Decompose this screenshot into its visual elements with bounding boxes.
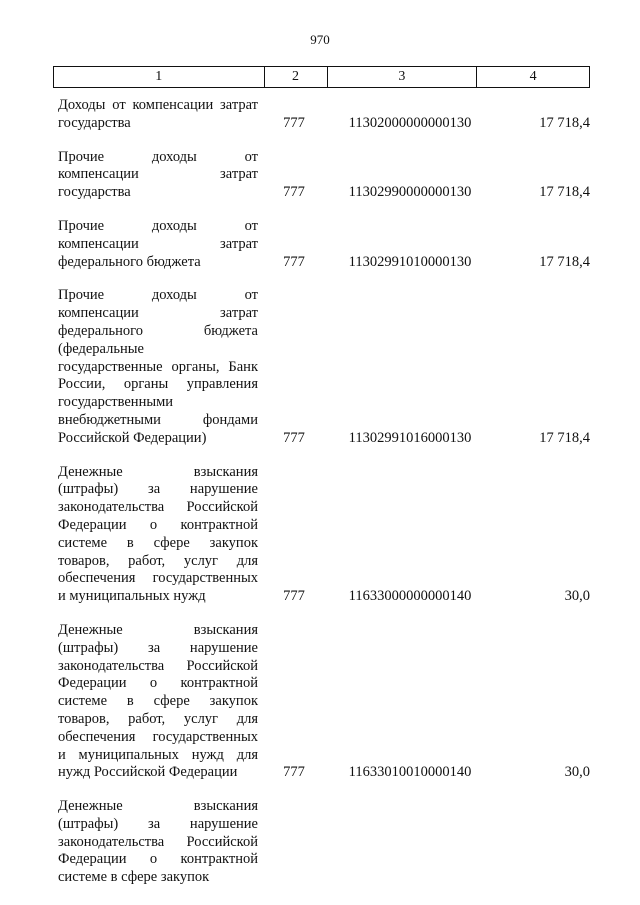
table-row [58, 149, 590, 202]
row-name-line: обеспечения государственных [58, 570, 258, 587]
row-budget-code: 11302991016000130 [348, 429, 472, 446]
row-name-line: Федерации о контрактной [58, 516, 258, 533]
row-amount: 17 718,4 [539, 184, 590, 201]
row-name-line: (штрафы) за нарушение [58, 815, 258, 832]
row-name [58, 218, 258, 271]
row-name-line: Доходы от компенсации затрат [58, 97, 258, 113]
row-name-line: Денежные взыскания [58, 621, 258, 638]
row-name-line: федерального бюджета [58, 322, 258, 339]
row-name-line: внебюджетными фондами [58, 411, 258, 428]
row-admin-code: 777 [283, 184, 305, 201]
row-budget-code: 11633010010000140 [348, 764, 472, 781]
row-name-line: Денежные взыскания [58, 798, 258, 815]
row-budget-code: 11302990000000130 [348, 184, 472, 201]
row-admin-code: 777 [283, 588, 305, 605]
row-name [58, 149, 258, 202]
row-name-line: системе в сфере закупок [58, 693, 258, 710]
row-name-line: обеспечения государственных [58, 728, 258, 745]
row-admin-code: 777 [283, 764, 305, 781]
row-name-line: законодательства Российской [58, 833, 258, 850]
row-name-line: и муниципальных нужд [58, 588, 206, 605]
table-row [58, 218, 590, 271]
row-name-line: Федерации о контрактной [58, 675, 258, 692]
row-amount: 30,0 [564, 588, 590, 605]
table-header [53, 66, 590, 88]
row-name-line: законодательства Российской [58, 657, 258, 674]
row-name-line: Российской Федерации) [58, 429, 207, 446]
row-name [58, 798, 258, 887]
row-name-line: Денежные взыскания [58, 463, 258, 480]
row-name-line: системе в сфере закупок [58, 534, 258, 551]
table-row [58, 798, 590, 887]
table-row [58, 622, 590, 782]
row-name-line: (штрафы) за нарушение [58, 639, 258, 656]
row-name-line: товаров, работ, услуг для [58, 552, 258, 569]
row-name-line: (штрафы) за нарушение [58, 481, 258, 498]
row-name-line: компенсации затрат [58, 305, 258, 322]
page-number: 970 [310, 32, 330, 47]
row-name [58, 97, 258, 133]
row-name-line: Федерации о контрактной [58, 851, 258, 868]
row-name-line: Прочие доходы от [58, 287, 258, 304]
row-name-line: нужд Российской Федерации [58, 764, 238, 781]
row-budget-code: 11302000000000130 [348, 114, 472, 131]
header-col-1: 1 [54, 67, 265, 87]
row-admin-code: 777 [283, 114, 305, 131]
row-name-line: государственными [58, 394, 174, 411]
row-name [58, 622, 258, 782]
row-amount: 17 718,4 [539, 114, 590, 131]
header-col-2: 2 [265, 67, 328, 87]
row-name-line: законодательства Российской [58, 499, 258, 516]
row-amount: 17 718,4 [539, 429, 590, 446]
row-admin-code: 777 [283, 253, 305, 270]
row-name-line: и муниципальных нужд для [58, 746, 258, 763]
row-name-line: Прочие доходы от [58, 217, 258, 234]
row-name-line: Прочие доходы от [58, 148, 258, 165]
table-row [58, 97, 590, 133]
table-body [58, 97, 590, 903]
row-name-line: компенсации затрат [58, 235, 258, 252]
row-name-line: федерального бюджета [58, 253, 201, 270]
row-name-line: России, органы управления [58, 376, 258, 393]
row-name-line: (федеральные [58, 340, 144, 357]
row-name-line: государства [58, 114, 131, 131]
header-col-3: 3 [328, 67, 478, 87]
row-budget-code: 11633000000000140 [348, 588, 472, 605]
row-amount: 30,0 [564, 764, 590, 781]
table-row [58, 464, 590, 606]
header-col-4: 4 [477, 67, 590, 87]
row-amount: 17 718,4 [539, 253, 590, 270]
row-name-line: товаров, работ, услуг для [58, 710, 258, 727]
row-name-line: компенсации затрат [58, 166, 258, 183]
row-name [58, 464, 258, 606]
row-name-line: государственные органы, Банк [58, 358, 258, 375]
table-row [58, 287, 590, 447]
row-admin-code: 777 [283, 429, 305, 446]
row-budget-code: 11302991010000130 [348, 253, 472, 270]
row-name-line: государства [58, 184, 131, 201]
row-name [58, 287, 258, 447]
row-name-line: системе в сфере закупок [58, 869, 210, 886]
